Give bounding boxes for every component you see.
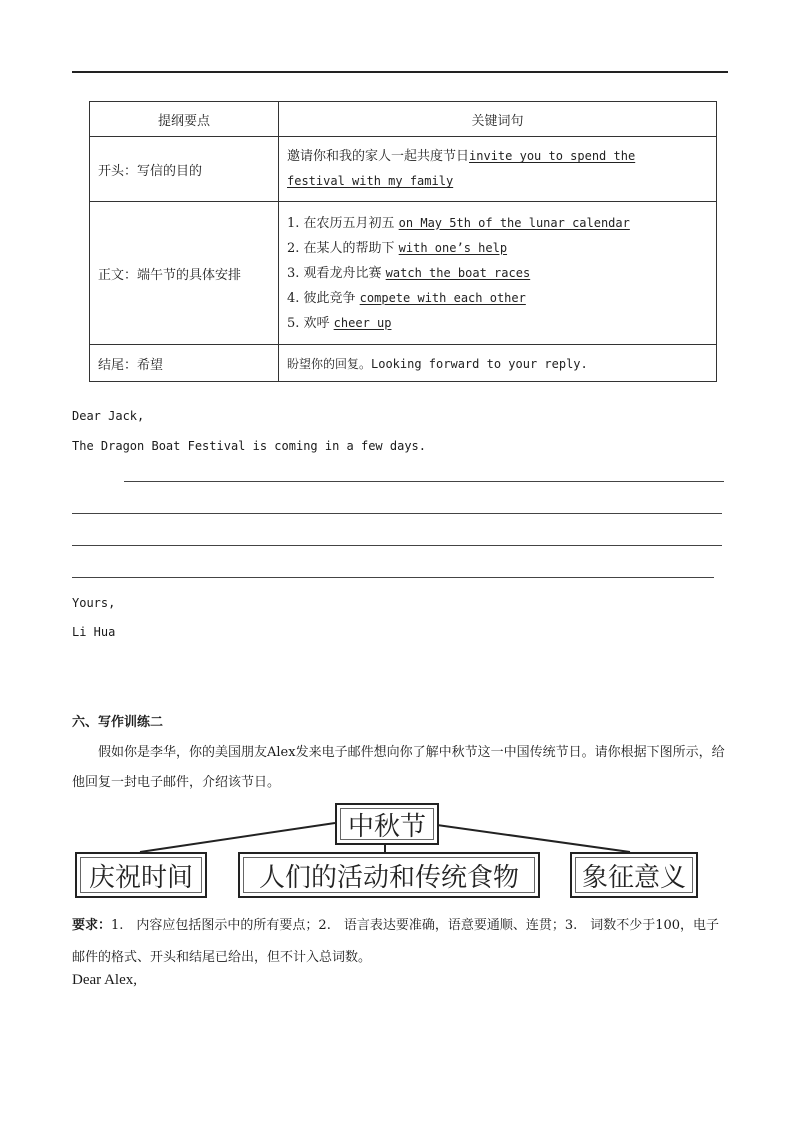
task-instructions: 假如你是李华，你的美国朋友Alex发来电子邮件想向你了解中秋节这一中国传统节日。请你根据下图所示，给他回复一封电子邮件，介绍该节日。	[72, 745, 725, 790]
email-greeting: Dear Alex,	[72, 972, 137, 988]
letter-closing: Yours,	[72, 596, 116, 610]
letter-opening-sentence: The Dragon Boat Festival is coming in a few days.	[72, 439, 427, 453]
keyword-cn: 邀请你和我的家人一起共度节日	[287, 149, 470, 164]
requirements-text: 1. 内容应包括图示中的所有要点；2. 语言表达要准确，语意要通顺、连贯；3. 词数不少于100，电子邮件的格式、开头和结尾已给出，但不计入总词数。	[72, 918, 720, 965]
row-keywords-ending: 盼望你的回复。Looking forward to your reply.	[279, 345, 717, 382]
keyword-item: 3. 观看龙舟比赛 watch the boat races	[287, 265, 531, 281]
column-header-points: 提纲要点	[90, 102, 279, 137]
diagram-node-activities: 人们的活动和传统食物	[238, 852, 540, 898]
keyword-item: 1. 在农历五月初五 on May 5th of the lunar calendar	[287, 215, 630, 231]
diagram-center-node: 中秋节	[335, 803, 439, 845]
keyword-en: invite you to spend the	[469, 149, 636, 163]
letter-greeting: Dear Jack,	[72, 409, 145, 423]
section-title: 六、写作训练二	[72, 715, 164, 730]
requirements	[72, 910, 728, 974]
row-point-ending: 结尾：希望	[90, 345, 279, 382]
diagram-node-meaning: 象征意义	[570, 852, 698, 898]
row-point-body: 正文：端午节的具体安排	[90, 202, 279, 345]
diagram-node-time: 庆祝时间	[75, 852, 207, 898]
keyword-item: 4. 彼此竞争 compete with each other	[287, 290, 526, 306]
column-header-keywords: 关键词句	[279, 102, 717, 137]
keyword-en: festival with my family	[287, 174, 454, 188]
row-point-opening: 开头：写信的目的	[90, 137, 279, 202]
requirements-label: 要求：	[72, 918, 112, 933]
keyword-item: 2. 在某人的帮助下 with one’s help	[287, 240, 508, 256]
keyword-item: 5. 欢呼 cheer up	[287, 315, 392, 331]
letter-signature: Li Hua	[72, 625, 116, 639]
